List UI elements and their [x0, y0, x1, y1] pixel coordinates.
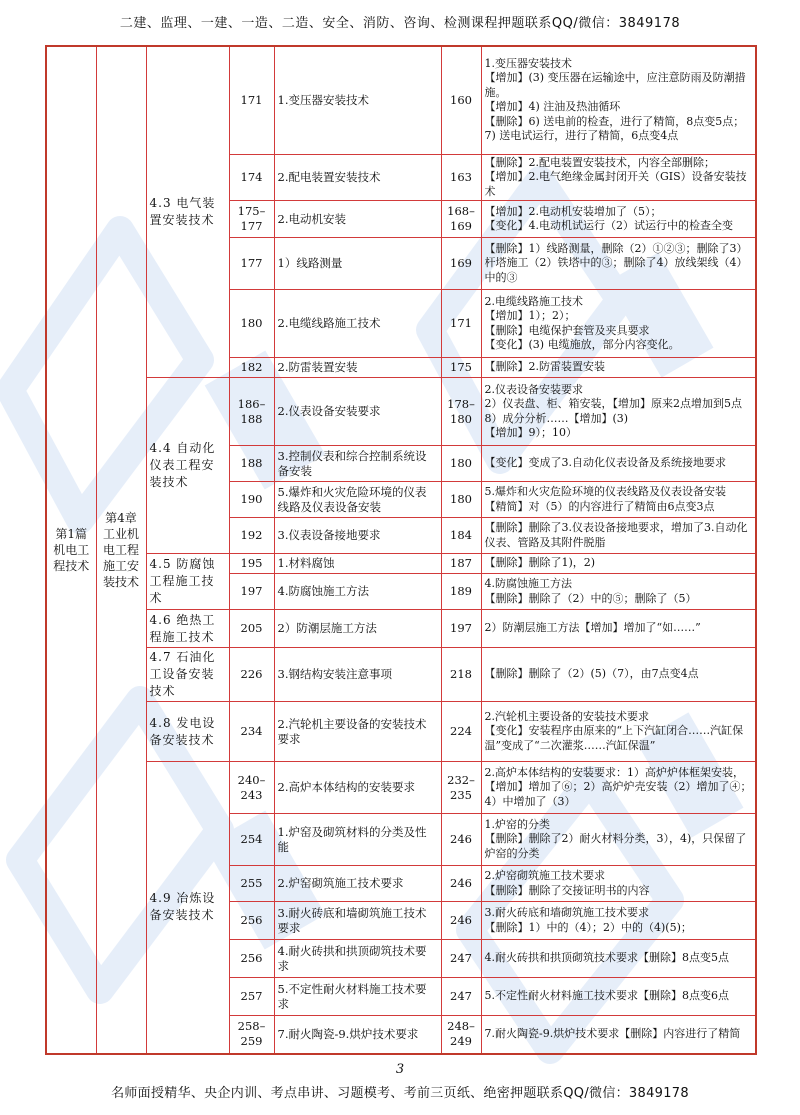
section-cell: 4.8 发电设备安装技术 [146, 702, 229, 762]
note-cell: 2）防潮层施工方法【增加】增加了“如……” [481, 610, 756, 648]
note-cell: 2.汽轮机主要设备的安装技术要求 【变化】安装程序由原来的“上下汽缸闭合……汽缸保温”变成了“二次灌浆……汽缸保温” [481, 702, 756, 762]
table-row [46, 702, 756, 762]
note-cell: 2.电缆线路施工技术 【增加】1）；2）； 【删除】电缆保护套管及夹具要求 【变化】(3) 电缆施放，部分内容变化。 [481, 290, 756, 358]
new-page-cell: 168– 169 [441, 201, 481, 238]
new-page-cell: 178– 180 [441, 378, 481, 446]
new-page-cell: 197 [441, 610, 481, 648]
old-page-cell: 180 [229, 290, 274, 358]
new-page-cell: 180 [441, 482, 481, 518]
table-row [46, 46, 756, 154]
topic-cell: 2.电动机安装 [274, 201, 441, 238]
old-page-cell: 197 [229, 574, 274, 610]
new-page-cell: 184 [441, 518, 481, 554]
topic-cell: 1.材料腐蚀 [274, 554, 441, 574]
topic-cell: 3.钢结构安装注意事项 [274, 648, 441, 702]
new-page-cell: 171 [441, 290, 481, 358]
new-page-cell: 246 [441, 902, 481, 940]
new-page-cell: 232– 235 [441, 762, 481, 814]
topic-cell: 3.仪表设备接地要求 [274, 518, 441, 554]
topic-cell: 1.炉窑及砌筑材料的分类及性能 [274, 814, 441, 866]
note-cell: 【变化】变成了3.自动化仪表设备及系统接地要求 [481, 446, 756, 482]
old-page-cell: 195 [229, 554, 274, 574]
page-header: 二建、监理、一建、一造、二造、安全、消防、咨询、检测课程押题联系QQ/微信：3849178 [119, 16, 681, 31]
note-cell: 【删除】删除了3.仪表设备接地要求，增加了3.自动化仪表、管路及其附件脱脂 [481, 518, 756, 554]
note-cell: 【删除】删除了（2）(5)（7），由7点变4点 [481, 648, 756, 702]
topic-cell: 3.控制仪表和综合控制系统设备安装 [274, 446, 441, 482]
note-cell: 【删除】删除了1)，2) [481, 554, 756, 574]
old-page-cell: 226 [229, 648, 274, 702]
note-cell: 4.耐火砖拱和拱顶砌筑技术要求【删除】8点变5点 [481, 940, 756, 978]
note-cell: 2.仪表设备安装要求 2）仪表盘、柜、箱安装，【增加】原来2点增加到5点 8）成分分析……【增加】(3) 【增加】9）；10） [481, 378, 756, 446]
topic-cell: 5.不定性耐火材料施工技术要求 [274, 978, 441, 1016]
table-row [46, 648, 756, 702]
old-page-cell: 174 [229, 154, 274, 201]
old-page-cell: 256 [229, 902, 274, 940]
topic-cell: 2.电缆线路施工技术 [274, 290, 441, 358]
new-page-cell: 160 [441, 46, 481, 154]
old-page-cell: 177 [229, 238, 274, 290]
old-page-cell: 205 [229, 610, 274, 648]
table-row [46, 610, 756, 648]
old-page-cell: 175– 177 [229, 201, 274, 238]
new-page-cell: 247 [441, 978, 481, 1016]
page-number: 3 [395, 1062, 405, 1077]
topic-cell: 7.耐火陶瓷-9.烘炉技术要求 [274, 1016, 441, 1054]
old-page-cell: 171 [229, 46, 274, 154]
topic-cell: 4.耐火砖拱和拱顶砌筑技术要求 [274, 940, 441, 978]
revision-table [45, 45, 757, 1055]
note-cell: 7.耐火陶瓷-9.烘炉技术要求【删除】内容进行了精简 [481, 1016, 756, 1054]
new-page-cell: 248– 249 [441, 1016, 481, 1054]
section-cell: 4.6 绝热工程施工技术 [146, 610, 229, 648]
topic-cell: 3.耐火砖底和墙砌筑施工技术要求 [274, 902, 441, 940]
new-page-cell: 180 [441, 446, 481, 482]
topic-cell: 2.高炉本体结构的安装要求 [274, 762, 441, 814]
new-page-cell: 246 [441, 866, 481, 902]
old-page-cell: 190 [229, 482, 274, 518]
new-page-cell: 175 [441, 358, 481, 378]
topic-cell: 2.配电装置安装技术 [274, 154, 441, 201]
topic-cell: 2.仪表设备安装要求 [274, 378, 441, 446]
old-page-cell: 257 [229, 978, 274, 1016]
note-cell: 【增加】2.电动机安装增加了（5）； 【变化】4.电动机试运行（2）试运行中的检查全变 [481, 201, 756, 238]
topic-cell: 2.防雷装置安装 [274, 358, 441, 378]
note-cell: 【删除】1）线路测量，删除（2）①②③；删除了3）杆塔施工（2）铁塔中的③；删除了4）放线架线（4）中的③ [481, 238, 756, 290]
new-page-cell: 187 [441, 554, 481, 574]
new-page-cell: 218 [441, 648, 481, 702]
note-cell: 【删除】2.配电装置安装技术，内容全部删除； 【增加】2.电气绝缘金属封闭开关（GIS）设备安装技术 [481, 154, 756, 201]
table-row [46, 762, 756, 814]
table-row [46, 554, 756, 574]
section-cell: 4.9 冶炼设备安装技术 [146, 762, 229, 1054]
topic-cell: 1）线路测量 [274, 238, 441, 290]
section-cell: 4.5 防腐蚀工程施工技术 [146, 554, 229, 610]
topic-cell: 1.变压器安装技术 [274, 46, 441, 154]
old-page-cell: 192 [229, 518, 274, 554]
old-page-cell: 240– 243 [229, 762, 274, 814]
note-cell: 5.不定性耐火材料施工技术要求【删除】8点变6点 [481, 978, 756, 1016]
topic-cell: 2.炉窑砌筑施工技术要求 [274, 866, 441, 902]
old-page-cell: 258– 259 [229, 1016, 274, 1054]
part-cell: 第1篇 机电工 程技术 [46, 46, 96, 1054]
topic-cell: 2.汽轮机主要设备的安装技术要求 [274, 702, 441, 762]
section-cell: 4.7 石油化工设备安装技术 [146, 648, 229, 702]
note-cell: 3.耐火砖底和墙砌筑施工技术要求 【删除】1）中的（4）；2）中的（4)(5)； [481, 902, 756, 940]
section-cell: 4.4 自动化仪表工程安装技术 [146, 378, 229, 554]
old-page-cell: 182 [229, 358, 274, 378]
note-cell: 1.变压器安装技术 【增加】(3) 变压器在运输途中，应注意防雨及防潮措施。 【增加】4) 注油及热油循环 【删除】6) 送电前的检查，进行了精简，8点变5点；7) 送电试运行，进行了精简，6点变4点 [481, 46, 756, 154]
chapter-cell: 第4章 工业机 电工程 施工安 装技术 [96, 46, 146, 1054]
page-footer: 名师面授精华、央企内训、考点串讲、习题模考、考前三页纸、绝密押题联系QQ/微信：3849178 [111, 1086, 689, 1101]
old-page-cell: 188 [229, 446, 274, 482]
old-page-cell: 255 [229, 866, 274, 902]
old-page-cell: 234 [229, 702, 274, 762]
new-page-cell: 163 [441, 154, 481, 201]
old-page-cell: 186– 188 [229, 378, 274, 446]
topic-cell: 5.爆炸和火灾危险环境的仪表线路及仪表设备安装 [274, 482, 441, 518]
topic-cell: 4.防腐蚀施工方法 [274, 574, 441, 610]
new-page-cell: 189 [441, 574, 481, 610]
old-page-cell: 256 [229, 940, 274, 978]
section-cell: 4.3 电气装置安装技术 [146, 46, 229, 378]
note-cell: 【删除】2.防雷装置安装 [481, 358, 756, 378]
note-cell: 1.炉窑的分类 【删除】删除了2）耐火材料分类，3），4)，只保留了炉窑的分类 [481, 814, 756, 866]
note-cell: 2.炉窑砌筑施工技术要求 【删除】删除了交接证明书的内容 [481, 866, 756, 902]
table-row [46, 378, 756, 446]
topic-cell: 2）防潮层施工方法 [274, 610, 441, 648]
new-page-cell: 169 [441, 238, 481, 290]
note-cell: 5.爆炸和火灾危险环境的仪表线路及仪表设备安装 【精简】对（5）的内容进行了精简由6点变3点 [481, 482, 756, 518]
note-cell: 4.防腐蚀施工方法 【删除】删除了（2）中的⑤；删除了（5） [481, 574, 756, 610]
new-page-cell: 247 [441, 940, 481, 978]
old-page-cell: 254 [229, 814, 274, 866]
note-cell: 2.高炉本体结构的安装要求：1）高炉炉体框架安装，【增加】增加了⑥；2）高炉炉壳安装（2）增加了④；4）中增加了（3） [481, 762, 756, 814]
new-page-cell: 246 [441, 814, 481, 866]
new-page-cell: 224 [441, 702, 481, 762]
